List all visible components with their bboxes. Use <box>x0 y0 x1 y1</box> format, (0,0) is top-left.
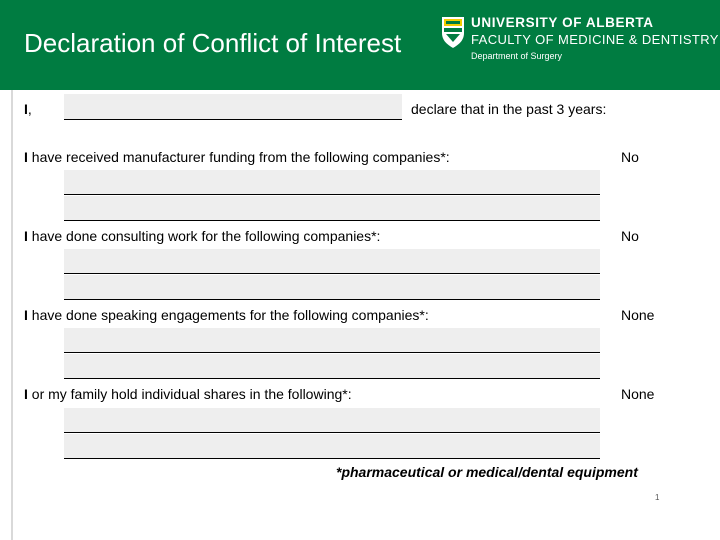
section-2-statement: I have done consulting work for the following companies*: <box>24 228 381 244</box>
section-2-answer: No <box>621 228 639 244</box>
section-3-answer: None <box>621 307 655 323</box>
section-1-company-field-1[interactable] <box>64 170 600 195</box>
section-2-company-field-2[interactable] <box>64 275 600 300</box>
university-logo <box>440 15 720 65</box>
section-1-statement: I have received manufacturer funding from the following companies*: <box>24 149 450 165</box>
section-1-answer: No <box>621 149 639 165</box>
section-4-answer: None <box>621 386 655 402</box>
section-3-company-field-1[interactable] <box>64 328 600 353</box>
section-4-company-field-1[interactable] <box>64 408 600 433</box>
intro-suffix: declare that in the past 3 years: <box>411 101 607 117</box>
intro-prefix: I, <box>24 101 32 117</box>
name-input-field[interactable] <box>64 94 402 120</box>
university-name: UNIVERSITY OF ALBERTA <box>471 15 654 30</box>
faculty-name: FACULTY OF MEDICINE & DENTISTRY <box>471 32 719 47</box>
department-name: Department of Surgery <box>471 51 563 61</box>
section-3-statement: I have done speaking engagements for the following companies*: <box>24 307 429 323</box>
footnote: *pharmaceutical or medical/dental equipment <box>336 464 638 480</box>
university-crest-icon <box>440 15 466 49</box>
header-banner <box>0 0 720 90</box>
section-2-company-field-1[interactable] <box>64 249 600 274</box>
page-number: 1 <box>655 493 660 502</box>
section-1-company-field-2[interactable] <box>64 196 600 221</box>
section-4-statement: I or my family hold individual shares in the following*: <box>24 386 352 402</box>
left-divider <box>11 90 13 540</box>
section-3-company-field-2[interactable] <box>64 354 600 379</box>
page-title: Declaration of Conflict of Interest <box>24 28 402 58</box>
section-4-company-field-2[interactable] <box>64 434 600 459</box>
